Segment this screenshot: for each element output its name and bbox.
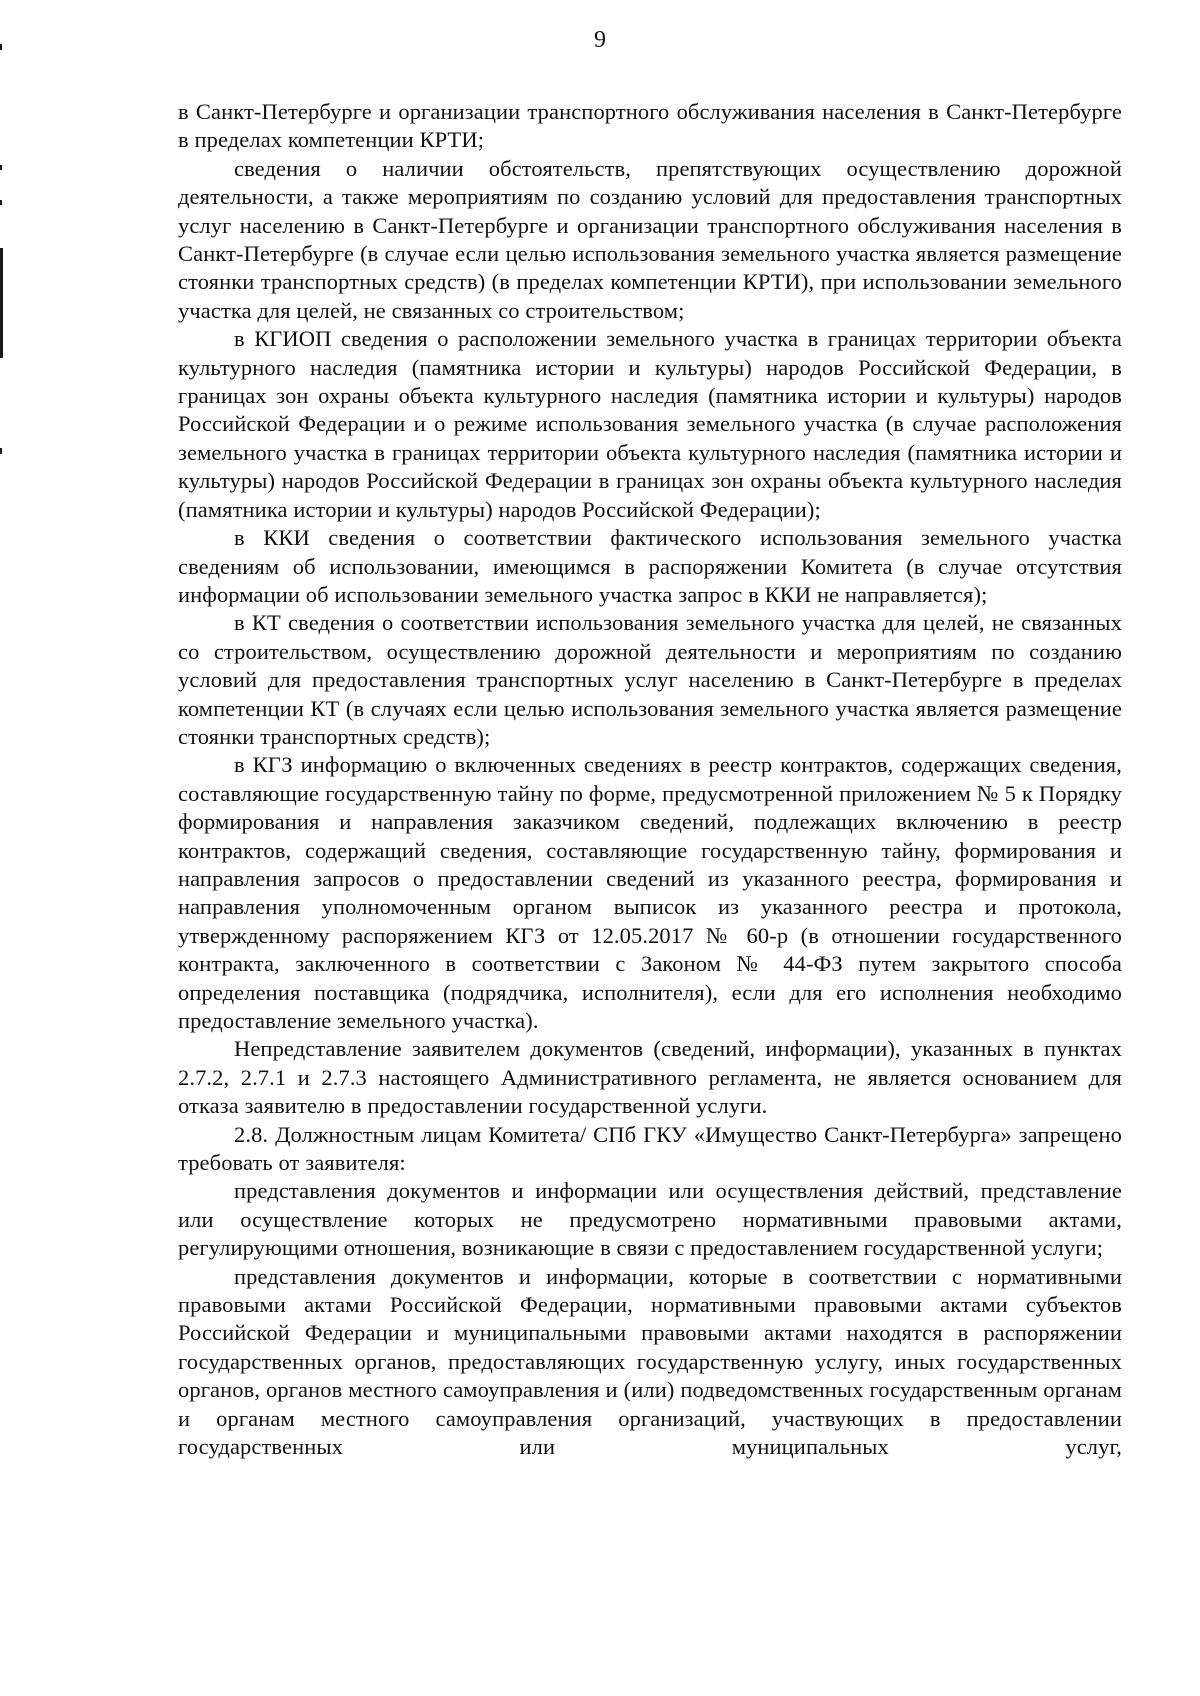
paragraph-prohibition-1: представления документов и информации или осуществления действий, представление или осуществление которых не предусмотрено нормативными правовыми актами, регулирующими отношения, возникающие в связи с предоставлением государственной услуги; <box>178 1178 1122 1261</box>
paragraph-kki: в ККИ сведения о соответствии фактического использования земельного участка сведениям об использовании, имеющимся в распоряжении Комитета (в случае отсутствия информации об использовании земельного участка запрос в ККИ не направляется); <box>178 525 1122 607</box>
document-body <box>178 98 1122 1462</box>
page-number: 9 <box>594 27 606 53</box>
scan-artifact <box>0 448 2 454</box>
scan-artifact-bar <box>0 248 3 358</box>
paragraph-kgz: в КГЗ информацию о включенных сведениях в реестр контрактов, содержащих сведения, составляющие государственную тайну по форме, предусмотренной приложением № 5 к Порядку формирования и направления заказчиком сведений, подлежащих включению в реестр контрактов, содержащий сведения, составляющие государственную тайну, формирования и направления запросов о предоставлении сведений из указанного реестра, формирования и направления уполномоченным органом выписок из указанного реестра и протокола, утвержденному распоряжением КГЗ от 12.05.2017 № 60-р (в отношении государственного контракта, заключенного в соответствии с Законом № 44-ФЗ путем закрытого способа определения поставщика (подрядчика, исполнителя), если для его исполнения необходимо предоставление земельного участка). <box>178 752 1122 1033</box>
paragraph-kgiop: в КГИОП сведения о расположении земельного участка в границах территории объекта культурного наследия (памятника истории и культуры) народов Российской Федерации, в границах зон охраны объекта культурного наследия (памятника истории и культуры) народов Российской Федерации и о режиме использования земельного участка (в случае расположения земельного участка в границах территории объекта культурного наследия (памятника истории и культуры) народов Российской Федерации в границах зон охраны объекта культурного наследия (памятника истории и культуры) народов Российской Федерации); <box>178 326 1122 522</box>
scan-artifact <box>0 165 2 170</box>
scan-artifact <box>0 200 2 205</box>
paragraph-section-2-8: 2.8. Должностным лицам Комитета/ СПб ГКУ «Имущество Санкт-Петербурга» запрещено требовать от заявителя: <box>178 1121 1122 1176</box>
paragraph-non-submission: Непредставление заявителем документов (сведений, информации), указанных в пунктах 2.7.2, 2.7.1 и 2.7.3 настоящего Административного регламента, не является основанием для отказа заявителю в предоставлении государственной услуги. <box>178 1036 1122 1119</box>
paragraph-kt: в КТ сведения о соответствии использования земельного участка для целей, не связанных со строительством, осуществлению дорожной деятельности и мероприятиям по созданию условий для предоставления транспортных услуг населению в Санкт-Петербурге в пределах компетенции КТ (в случаях если целью использования земельного участка является размещение стоянки транспортных средств); <box>178 610 1122 749</box>
paragraph-continuation: в Санкт-Петербурге и организации транспортного обслуживания населения в Санкт-Петербурге в пределах компетенции КРТИ; <box>178 99 1122 153</box>
paragraph-prohibition-2: представления документов и информации, которые в соответствии с нормативными правовыми актами Российской Федерации, нормативными правовыми актами субъектов Российской Федерации и муниципальными правовыми актами находятся в распоряжении государственных органов, предоставляющих государственную услугу, иных государственных органов, органов местного самоуправления и (или) подведомственных государственным органам и органам местного самоуправления организаций, участвующих в предоставлении государственных или муниципальных услуг, <box>178 1263 1122 1460</box>
paragraph-krti-road-info: сведения о наличии обстоятельств, препятствующих осуществлению дорожной деятельности, а также мероприятиям по созданию условий для предоставления транспортных услуг населению в Санкт-Петербурге и организации транспортного обслуживания населения в Санкт-Петербурге (в случае если целью использования земельного участка является размещение стоянки транспортных средств) (в пределах компетенции КРТИ), при использовании земельного участка для целей, не связанных со строительством; <box>178 155 1122 323</box>
